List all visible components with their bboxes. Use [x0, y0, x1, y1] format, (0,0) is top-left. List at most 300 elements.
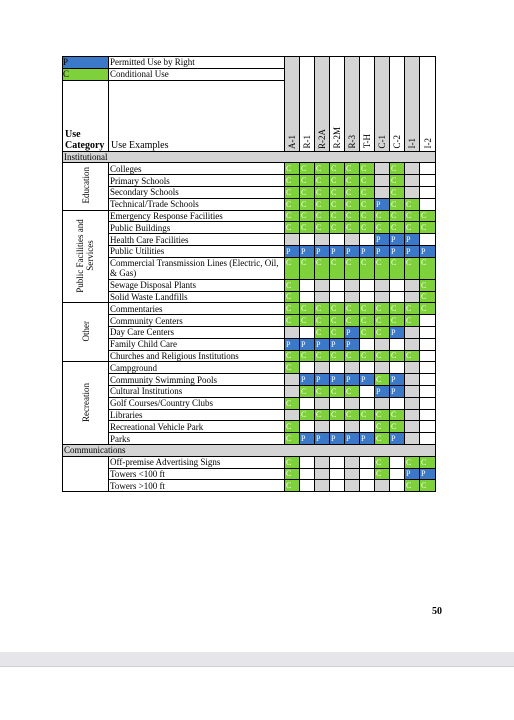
zone-cell — [360, 397, 375, 409]
zone-cell — [315, 245, 330, 257]
zone-cell — [405, 326, 420, 338]
table-row — [63, 245, 436, 257]
zone-cell — [300, 222, 315, 234]
zone-cell — [375, 222, 390, 234]
legend-row — [63, 57, 436, 69]
permitted-mark: P — [405, 469, 419, 478]
use-category-cell: Education — [63, 163, 109, 210]
zone-cell — [330, 186, 345, 198]
zone-cell — [300, 350, 315, 362]
zone-cell — [360, 210, 375, 222]
table-row — [63, 433, 436, 445]
zone-cell — [330, 409, 345, 421]
zone-cell — [360, 421, 375, 433]
zone-cell — [285, 222, 300, 234]
conditional-mark: C — [315, 410, 329, 419]
zone-cell — [285, 421, 300, 433]
zone-cell — [375, 350, 390, 362]
zone-cell — [315, 374, 330, 386]
conditional-mark: C — [300, 258, 314, 278]
conditional-mark: C — [330, 164, 344, 173]
zone-cell — [345, 222, 360, 234]
zone-cell — [360, 374, 375, 386]
zone-cell — [420, 397, 436, 409]
zone-cell — [330, 480, 345, 492]
zone-cell — [390, 234, 405, 246]
zone-cell — [405, 291, 420, 303]
legend-label: Conditional Use — [109, 68, 285, 80]
zone-cell — [315, 163, 330, 175]
zone-cell — [345, 257, 360, 279]
conditional-mark: C — [420, 211, 435, 220]
conditional-mark: C — [360, 211, 374, 220]
zone-cell — [315, 234, 330, 246]
zone-cell — [360, 222, 375, 234]
permitted-mark: P — [330, 247, 344, 256]
conditional-mark: C — [375, 375, 389, 384]
conditional-mark: C — [390, 410, 404, 419]
conditional-mark: C — [300, 200, 314, 209]
zone-cell — [285, 303, 300, 315]
zone-cell — [420, 409, 436, 421]
permitted-mark: P — [300, 375, 314, 384]
legend-label: Permitted Use by Right — [109, 57, 285, 69]
zone-cell — [330, 338, 345, 350]
zone-cell — [360, 279, 375, 291]
use-example: Towers >100 ft — [109, 480, 285, 492]
zone-cell — [360, 362, 375, 374]
conditional-mark: C — [330, 387, 344, 396]
zone-cell — [390, 198, 405, 210]
permitted-mark: P — [420, 469, 435, 478]
zone-cell — [300, 362, 315, 374]
zone-cell — [315, 433, 330, 445]
zone-cell — [375, 234, 390, 246]
zone-cell — [315, 385, 330, 397]
permitted-mark: P — [360, 434, 374, 443]
zone-cell — [360, 186, 375, 198]
permitted-mark: P — [390, 387, 404, 396]
zone-cell — [360, 456, 375, 468]
table-row — [63, 456, 436, 468]
conditional-mark: C — [285, 164, 299, 173]
zone-cell — [330, 397, 345, 409]
zone-cell — [300, 315, 315, 327]
zone-cell — [375, 421, 390, 433]
zone-cell — [420, 234, 436, 246]
zone-cell — [420, 222, 436, 234]
zone-cell — [375, 480, 390, 492]
zone-cell — [420, 291, 436, 303]
zone-cell — [345, 234, 360, 246]
zone-cell — [285, 397, 300, 409]
conditional-mark: C — [285, 188, 299, 197]
conditional-mark: C — [330, 188, 344, 197]
zone-cell — [360, 198, 375, 210]
conditional-mark: C — [300, 351, 314, 360]
zone-cell — [360, 350, 375, 362]
conditional-mark: C — [315, 223, 329, 232]
use-example: Solid Waste Landfills — [109, 291, 285, 303]
conditional-mark: C — [285, 469, 299, 478]
zone-cell — [345, 362, 360, 374]
conditional-mark: C — [330, 223, 344, 232]
conditional-mark: C — [345, 188, 359, 197]
zone-cell — [300, 210, 315, 222]
zone-cell — [300, 303, 315, 315]
conditional-mark: C — [375, 316, 389, 325]
conditional-mark: C — [390, 258, 404, 278]
zone-cell — [390, 303, 405, 315]
zone-cell — [405, 456, 420, 468]
conditional-mark: C — [360, 188, 374, 197]
conditional-mark: C — [345, 304, 359, 313]
zone-cell — [405, 234, 420, 246]
zone-cell — [345, 303, 360, 315]
permitted-mark: P — [390, 247, 404, 256]
zone-cell — [405, 245, 420, 257]
use-example: Sewage Disposal Plants — [109, 279, 285, 291]
permitted-mark: P — [390, 235, 404, 244]
zone-cell — [330, 234, 345, 246]
permitted-mark: P — [345, 247, 359, 256]
zone-cell — [285, 385, 300, 397]
table-row — [63, 362, 436, 374]
zone-cell — [345, 210, 360, 222]
zone-cell — [375, 245, 390, 257]
zone-cell — [420, 374, 436, 386]
table-row — [63, 186, 436, 198]
conditional-mark: C — [360, 316, 374, 325]
zone-cell — [300, 397, 315, 409]
zone-cell — [300, 198, 315, 210]
conditional-mark: C — [345, 164, 359, 173]
permitted-mark: P — [360, 247, 374, 256]
zone-cell — [360, 385, 375, 397]
permitted-mark: P — [405, 247, 419, 256]
conditional-mark: C — [375, 211, 389, 220]
conditional-mark: C — [390, 176, 404, 185]
conditional-mark: C — [375, 328, 389, 337]
zone-cell — [390, 456, 405, 468]
conditional-mark: C — [390, 223, 404, 232]
conditional-mark: C — [300, 316, 314, 325]
conditional-mark: C — [330, 200, 344, 209]
zone-cell — [330, 385, 345, 397]
zone-cell — [345, 421, 360, 433]
permitted-mark: P — [405, 235, 419, 244]
zone-cell — [375, 362, 390, 374]
zone-cell — [285, 480, 300, 492]
conditional-mark: C — [390, 211, 404, 220]
conditional-mark: C — [390, 316, 404, 325]
conditional-mark: C — [330, 351, 344, 360]
conditional-mark: C — [405, 200, 419, 209]
zone-cell — [390, 421, 405, 433]
zone-cell — [315, 421, 330, 433]
zone-cell — [390, 433, 405, 445]
zone-cell — [345, 245, 360, 257]
use-example: Emergency Response Facilities — [109, 210, 285, 222]
zone-cell — [390, 291, 405, 303]
zone-cell — [330, 362, 345, 374]
zone-cell — [360, 409, 375, 421]
conditional-mark: C — [330, 316, 344, 325]
zone-cell — [285, 362, 300, 374]
zone-cell — [390, 338, 405, 350]
conditional-mark: C — [375, 351, 389, 360]
zone-cell — [345, 198, 360, 210]
zone-cell — [375, 456, 390, 468]
conditional-mark: C — [420, 258, 435, 278]
zone-cell — [375, 257, 390, 279]
permitted-mark: P — [375, 247, 389, 256]
conditional-mark: C — [390, 200, 404, 209]
conditional-mark: C — [300, 410, 314, 419]
zone-cell — [360, 315, 375, 327]
zone-cell — [330, 175, 345, 187]
permitted-mark: P — [330, 375, 344, 384]
section-title: Communications — [63, 444, 436, 456]
permitted-mark: P — [300, 247, 314, 256]
conditional-mark: C — [285, 304, 299, 313]
permitted-mark: P — [375, 387, 389, 396]
zone-cell — [420, 456, 436, 468]
page-footer-band — [0, 652, 514, 666]
table-row — [63, 222, 436, 234]
zone-cell — [315, 456, 330, 468]
zone-cell — [420, 480, 436, 492]
permitted-mark: P — [345, 434, 359, 443]
zone-cell — [300, 456, 315, 468]
zone-cell — [375, 198, 390, 210]
use-example: Cultural Institutions — [109, 385, 285, 397]
conditional-mark: C — [285, 399, 299, 408]
zone-header: T-H — [360, 57, 375, 152]
zone-cell — [330, 315, 345, 327]
zone-cell — [390, 397, 405, 409]
zone-cell — [390, 362, 405, 374]
conditional-mark: C — [390, 351, 404, 360]
zone-cell — [420, 315, 436, 327]
permitted-mark: P — [390, 434, 404, 443]
zone-cell — [375, 385, 390, 397]
conditional-mark: C — [285, 292, 299, 301]
conditional-mark: C — [420, 292, 435, 301]
conditional-mark: C — [315, 258, 329, 278]
zone-cell — [285, 198, 300, 210]
zone-cell — [300, 433, 315, 445]
zone-cell — [315, 350, 330, 362]
permitted-mark: P — [300, 340, 314, 349]
conditional-mark: C — [405, 316, 419, 325]
conditional-mark: C — [420, 304, 435, 313]
conditional-mark: C — [330, 410, 344, 419]
zone-cell — [345, 163, 360, 175]
conditional-mark: C — [285, 223, 299, 232]
zone-cell — [345, 338, 360, 350]
zone-cell — [375, 326, 390, 338]
conditional-mark: C — [405, 258, 419, 278]
zone-header: R-3 — [345, 57, 360, 152]
conditional-mark: C — [360, 176, 374, 185]
zone-cell — [405, 468, 420, 480]
zone-cell — [330, 163, 345, 175]
zone-cell — [390, 257, 405, 279]
zone-cell — [405, 303, 420, 315]
zone-cell — [405, 198, 420, 210]
zone-cell — [345, 186, 360, 198]
zone-cell — [405, 315, 420, 327]
permitted-mark: P — [315, 247, 329, 256]
conditional-mark: C — [300, 304, 314, 313]
conditional-mark: C — [345, 200, 359, 209]
conditional-mark: C — [315, 164, 329, 173]
conditional-mark: C — [420, 458, 435, 467]
zone-cell — [300, 421, 315, 433]
zone-cell — [315, 468, 330, 480]
conditional-mark: C — [315, 351, 329, 360]
zone-cell — [330, 210, 345, 222]
zone-cell — [315, 257, 330, 279]
zone-cell — [300, 279, 315, 291]
conditional-mark: C — [390, 422, 404, 431]
conditional-mark: C — [420, 223, 435, 232]
conditional-mark: C — [360, 164, 374, 173]
zone-cell — [345, 279, 360, 291]
zone-cell — [420, 210, 436, 222]
conditional-mark: C — [330, 328, 344, 337]
zone-cell — [300, 186, 315, 198]
zone-cell — [405, 397, 420, 409]
use-example: Community Centers — [109, 315, 285, 327]
zone-cell — [345, 433, 360, 445]
zone-cell — [405, 175, 420, 187]
permitted-mark: P — [315, 340, 329, 349]
permitted-mark: P — [330, 434, 344, 443]
zone-cell — [390, 222, 405, 234]
section-header-row — [63, 151, 436, 163]
zone-header: C-1 — [375, 57, 390, 152]
zone-cell — [315, 315, 330, 327]
zone-cell — [375, 374, 390, 386]
zone-cell — [345, 350, 360, 362]
conditional-mark: C — [360, 304, 374, 313]
zone-cell — [315, 303, 330, 315]
zone-cell — [315, 210, 330, 222]
zone-cell — [375, 338, 390, 350]
legend-symbol: P — [63, 57, 109, 69]
permitted-mark: P — [360, 375, 374, 384]
zone-cell — [360, 245, 375, 257]
conditional-mark: C — [285, 434, 299, 443]
conditional-mark: C — [375, 469, 389, 478]
conditional-mark: C — [285, 481, 299, 490]
permitted-mark: P — [285, 247, 299, 256]
zone-cell — [300, 257, 315, 279]
zone-cell — [420, 303, 436, 315]
land-use-table — [62, 56, 436, 492]
zone-cell — [405, 421, 420, 433]
use-example: Public Utilities — [109, 245, 285, 257]
zone-cell — [375, 186, 390, 198]
zone-cell — [285, 409, 300, 421]
zone-cell — [375, 468, 390, 480]
conditional-mark: C — [345, 387, 359, 396]
zone-header: R-2A — [315, 57, 330, 152]
zone-header: I-2 — [420, 57, 436, 152]
zone-cell — [390, 385, 405, 397]
zone-cell — [285, 456, 300, 468]
zone-cell — [390, 468, 405, 480]
zone-cell — [330, 245, 345, 257]
zone-cell — [390, 409, 405, 421]
table-row — [63, 374, 436, 386]
zone-cell — [375, 397, 390, 409]
conditional-mark: C — [300, 211, 314, 220]
zone-cell — [420, 433, 436, 445]
zone-cell — [345, 480, 360, 492]
use-example: Commentaries — [109, 303, 285, 315]
table-row — [63, 291, 436, 303]
conditional-mark: C — [300, 164, 314, 173]
use-category-cell — [63, 456, 109, 491]
zone-cell — [375, 175, 390, 187]
zone-cell — [390, 279, 405, 291]
conditional-mark: C — [285, 316, 299, 325]
use-example: Colleges — [109, 163, 285, 175]
zone-cell — [405, 210, 420, 222]
zone-cell — [285, 433, 300, 445]
table-row — [63, 421, 436, 433]
zone-cell — [330, 374, 345, 386]
permitted-mark: P — [345, 375, 359, 384]
zone-cell — [315, 409, 330, 421]
zone-cell — [420, 198, 436, 210]
zone-cell — [420, 326, 436, 338]
zone-cell — [375, 163, 390, 175]
permitted-mark: P — [420, 247, 435, 256]
zone-cell — [300, 385, 315, 397]
zone-cell — [390, 374, 405, 386]
zone-cell — [330, 279, 345, 291]
conditional-mark: C — [315, 316, 329, 325]
conditional-mark: C — [285, 200, 299, 209]
zone-cell — [345, 326, 360, 338]
zone-cell — [315, 397, 330, 409]
zone-cell — [315, 198, 330, 210]
zone-cell — [300, 234, 315, 246]
permitted-mark: P — [390, 375, 404, 384]
conditional-mark: C — [405, 458, 419, 467]
table-row — [63, 210, 436, 222]
zone-cell — [285, 291, 300, 303]
table-row — [63, 303, 436, 315]
section-title: Institutional — [63, 151, 436, 163]
conditional-mark: C — [345, 223, 359, 232]
conditional-mark: C — [360, 200, 374, 209]
zone-cell — [390, 315, 405, 327]
use-example: Golf Courses/Country Clubs — [109, 397, 285, 409]
permitted-mark: P — [390, 328, 404, 337]
zone-header: R-1 — [300, 57, 315, 152]
conditional-mark: C — [345, 316, 359, 325]
zone-cell — [285, 374, 300, 386]
zone-cell — [390, 210, 405, 222]
zone-cell — [405, 222, 420, 234]
zone-cell — [285, 186, 300, 198]
use-examples-header: Use Examples — [109, 80, 285, 151]
